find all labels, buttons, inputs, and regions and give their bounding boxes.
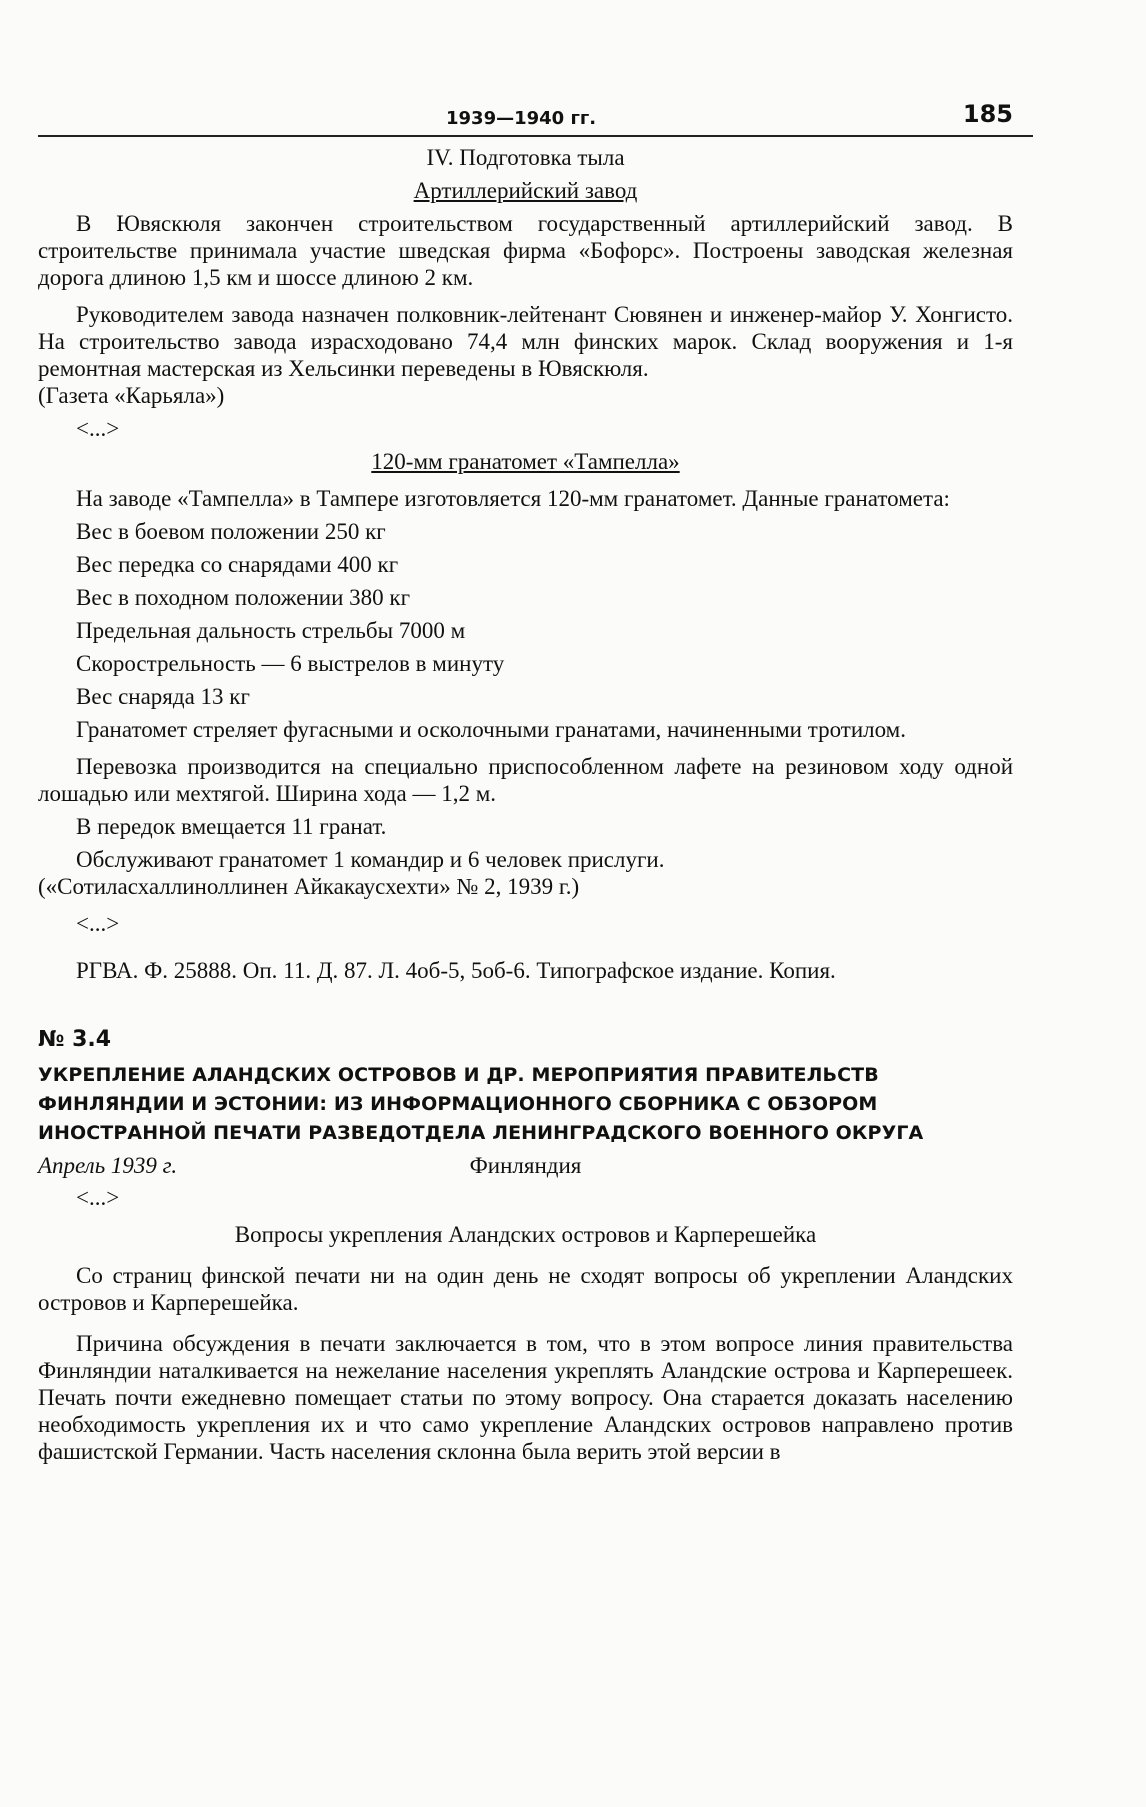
document-date: Апрель 1939 г. <box>38 1153 178 1178</box>
artillery-subheading-text: Артиллерийский завод <box>413 178 638 203</box>
page-number: 185 <box>962 100 1013 128</box>
artillery-paragraph-2: Руководителем завода назначен полковник-лейтенант Сювянен и инженер-майор У. Хонгисто. На строительство завода израсходовано 74,4 млн финских марок. Склад вооружения и 1-я ремонтная мастерская из Хельсинки переведены в Ювяскюля. <box>38 302 1013 381</box>
mortar-spec-item: Вес снаряда 13 кг <box>76 684 250 709</box>
running-head <box>38 100 1033 136</box>
document-title <box>38 1061 1013 1148</box>
header-rule <box>38 135 1033 137</box>
document-title-line: ИНОСТРАННОЙ ПЕЧАТИ РАЗВЕДОТДЕЛА ЛЕНИНГРАДСКОГО ВОЕННОГО ОКРУГА <box>38 1122 924 1144</box>
artillery-ellipsis: <...> <box>76 416 120 441</box>
page-body <box>38 144 1013 1465</box>
document-number: № 3.4 <box>38 1027 112 1052</box>
mortar-ellipsis: <...> <box>76 911 120 936</box>
document-title-line: УКРЕПЛЕНИЕ АЛАНДСКИХ ОСТРОВОВ И ДР. МЕРОПРИЯТИЯ ПРАВИТЕЛЬСТВ <box>38 1064 879 1086</box>
country-heading: Финляндия <box>469 1153 582 1178</box>
mortar-spec-item: Вес в походном положении 380 кг <box>76 585 411 610</box>
document-paragraph-2: Причина обсуждения в печати заключается в том, что в этом вопросе линия правительства Финляндии наталкивается на нежелание населения укреплять Аландские острова и Карперешеек. Печать почти ежедневно помещает статьи по этому вопросу. Она старается доказать населению необходимость укрепления их и что само укрепление Аландских островов направлено против фашистской Германии. Часть населения склонна была верить этой версии в <box>38 1331 1013 1464</box>
mortar-intro: На заводе «Тампелла» в Тампере изготовляется 120-мм гранатомет. Данные гранатомета: <box>76 486 950 511</box>
document-ellipsis: <...> <box>76 1185 120 1210</box>
artillery-subheading <box>38 177 1013 204</box>
date-row <box>38 1152 1013 1184</box>
mortar-paragraph-2: Перевозка производится на специально приспособленном лафете на резиновом ходу одной лошадью или мехтягой. Ширина хода — 1,2 м. <box>38 754 1013 806</box>
mortar-spec-item: Предельная дальность стрельбы 7000 м <box>76 618 466 643</box>
mortar-subheading <box>38 448 1013 475</box>
mortar-paragraph-4: Обслуживают гранатомет 1 командир и 6 человек прислуги. <box>76 847 665 872</box>
document-subheading: Вопросы укрепления Аландских островов и Карперешейка <box>234 1222 817 1247</box>
mortar-spec-item: Скорострельность — 6 выстрелов в минуту <box>76 651 505 676</box>
document-title-line: ФИНЛЯНДИИ И ЭСТОНИИ: ИЗ ИНФОРМАЦИОННОГО СБОРНИКА С ОБЗОРОМ <box>38 1093 878 1115</box>
archive-reference: РГВА. Ф. 25888. Оп. 11. Д. 87. Л. 4об-5, 5об-6. Типографское издание. Копия. <box>76 958 836 983</box>
mortar-paragraph-1: Гранатомет стреляет фугасными и осколочными гранатами, начиненными тротилом. <box>76 717 906 742</box>
running-head-title: 1939—1940 гг. <box>446 108 597 129</box>
document-paragraph-1: Со страниц финской печати ни на один день не сходят вопросы об укреплении Аландских островов и Карперешейка. <box>38 1263 1013 1315</box>
mortar-subheading-text: 120-мм гранатомет «Тампелла» <box>371 449 680 474</box>
mortar-spec-item: Вес в боевом положении 250 кг <box>76 519 386 544</box>
artillery-source: (Газета «Карьяла») <box>38 383 225 408</box>
mortar-spec-item: Вес передка со снарядами 400 кг <box>76 552 399 577</box>
section-heading: IV. Подготовка тыла <box>426 145 625 170</box>
mortar-source: («Сотиласхаллиноллинен Айкакаусхехти» № 2, 1939 г.) <box>38 874 580 899</box>
mortar-paragraph-3: В передок вмещается 11 гранат. <box>76 814 387 839</box>
artillery-paragraph-1: В Ювяскюля закончен строительством государственный артиллерийский завод. В строительстве принимала участие шведская фирма «Бофорс». Построены заводская железная дорога длиною 1,5 км и шоссе длиною 2 км. <box>38 211 1013 290</box>
